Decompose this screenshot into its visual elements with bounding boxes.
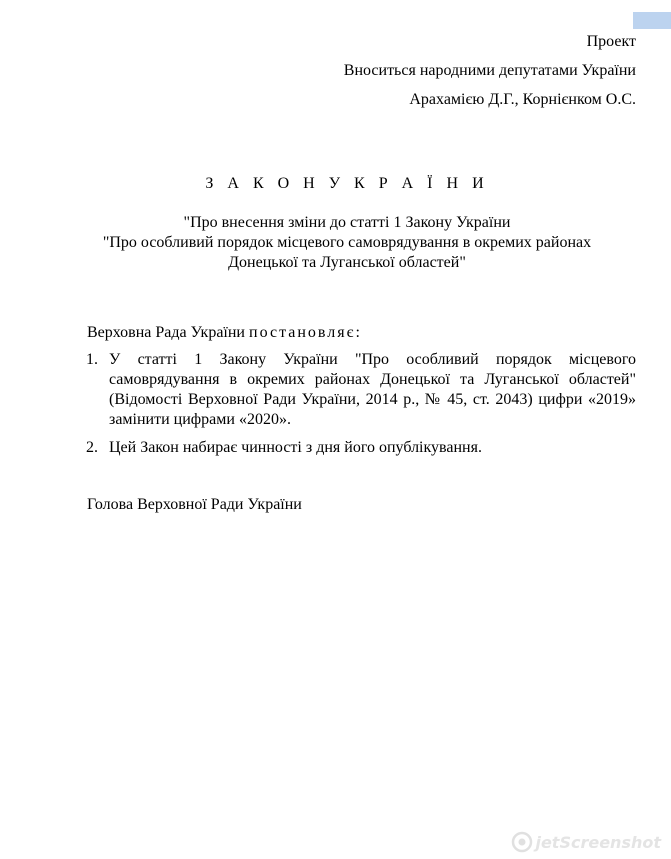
watermark xyxy=(511,831,661,853)
camera-shutter-icon xyxy=(511,831,533,853)
document-header xyxy=(344,34,636,121)
subtitle-line-1: "Про внесення зміни до статті 1 Закону України xyxy=(183,214,511,231)
decree-verb: постановляє: xyxy=(249,324,362,341)
authors: Арахамією Д.Г., Корнієнком О.С. xyxy=(409,91,636,108)
law-subtitle xyxy=(0,213,671,273)
list-item xyxy=(86,350,636,430)
item-number: 2. xyxy=(86,439,98,456)
item-text: Цей Закон набирає чинності з дня його опублікування. xyxy=(109,439,482,456)
item-number: 1. xyxy=(86,351,98,368)
list-item xyxy=(86,438,636,458)
project-label: Проект xyxy=(586,33,636,50)
chair-signature: Голова Верховної Ради України xyxy=(87,496,302,513)
law-title: З А К О Н У К Р А Ї Н И xyxy=(205,175,489,192)
watermark-text: jetScreenshot xyxy=(535,832,661,852)
decree-lead: Верховна Рада України xyxy=(87,324,249,341)
articles-list xyxy=(86,350,636,466)
item-text: У статті 1 Закону України "Про особливий порядок місцевого самоврядування в окремих районах Донецької та Луганської областей" (Відомості Верховної Ради України, 2014 р., № 45, ст. 2043) цифри «2019» замінити цифрами «2020». xyxy=(109,351,636,428)
submitted-by: Вноситься народними депутатами України xyxy=(343,62,636,79)
subtitle-line-3: Донецької та Луганської областей" xyxy=(228,254,466,271)
subtitle-line-2: "Про особливий порядок місцевого самоврядування в окремих районах xyxy=(102,234,592,251)
decree-line xyxy=(87,324,362,342)
corner-tab xyxy=(633,12,671,29)
